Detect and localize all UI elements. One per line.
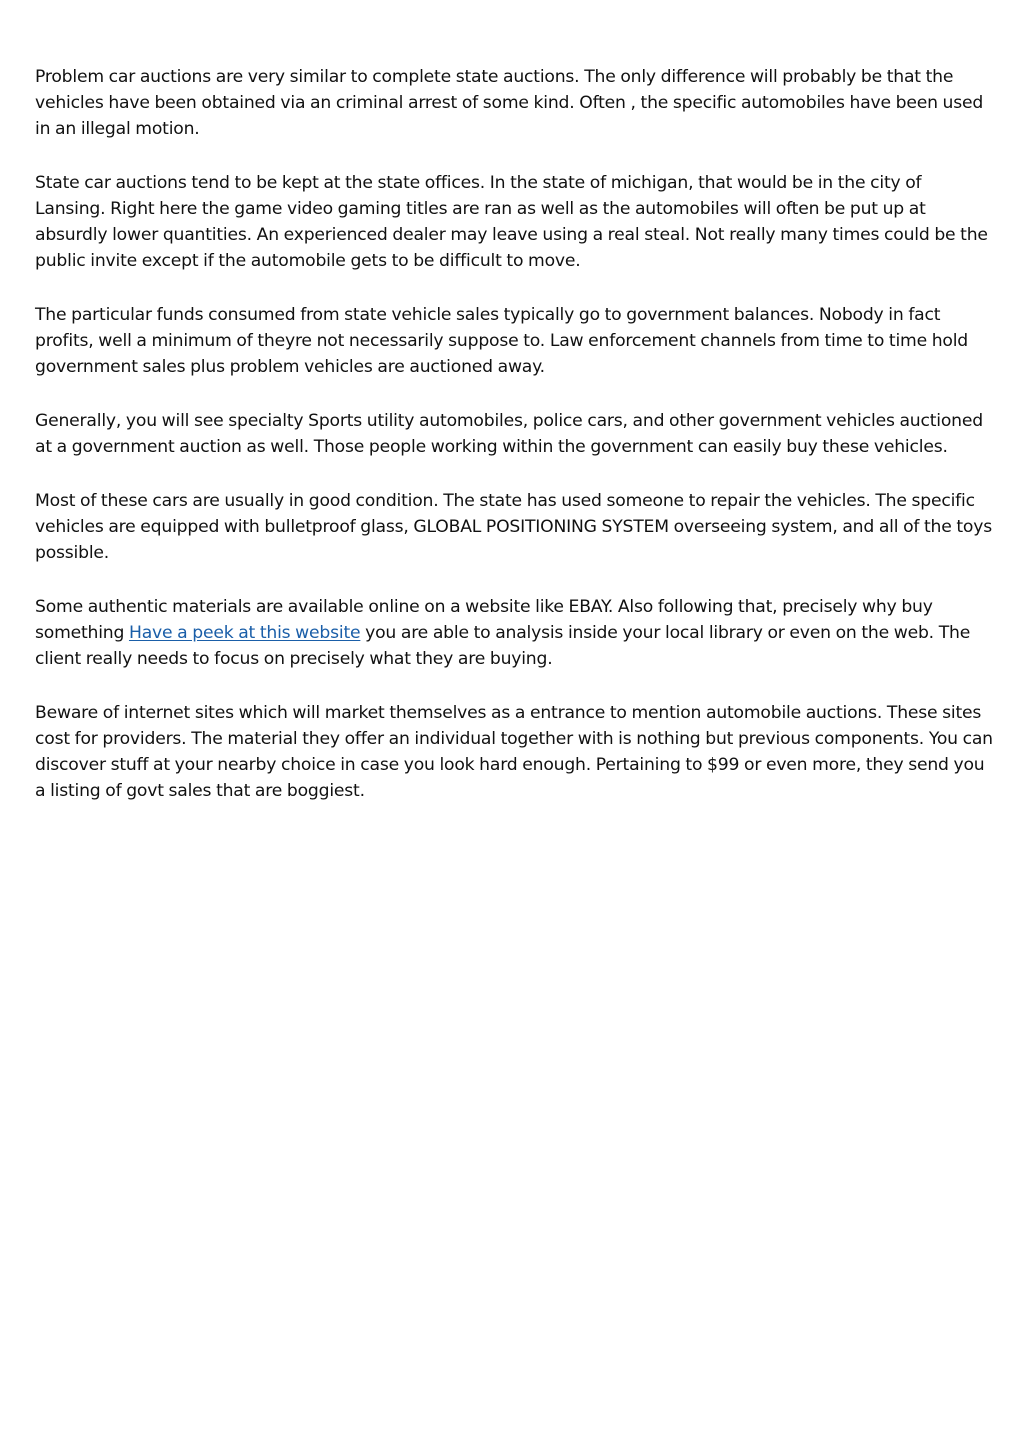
paragraph-1: Problem car auctions are very similar to complete state auctions. The only difference will probably be that the vehicles have been obtained via an criminal arrest of some kind. Often , the specific automobiles have been used in an illegal motion.	[35, 67, 984, 139]
paragraph-6-text-before: Some authentic materials are available online on a website like EBAY. Also following that, precisely why buy something	[35, 597, 933, 643]
paragraph-6-text-after: you are able to analysis inside your local library or even on the web. The client really needs to focus on precisely what they are buying.	[35, 623, 971, 669]
paragraph-4: Generally, you will see specialty Sports utility automobiles, police cars, and other government vehicles auctioned at a government auction as well. Those people working within the government can easily buy these vehicles.	[35, 411, 983, 457]
paragraph-3: The particular funds consumed from state vehicle sales typically go to government balances. Nobody in fact profits, well a minimum of theyre not necessarily suppose to. Law enforcement channels from time to time hold government sales plus problem vehicles are auctioned away.	[35, 305, 968, 377]
document-body	[35, 64, 993, 832]
website-link[interactable]: Have a peek at this website	[128, 623, 361, 643]
paragraph-5: Most of these cars are usually in good condition. The state has used someone to repair the vehicles. The specific vehicles are equipped with bulletproof glass, GLOBAL POSITIONING SYSTEM overseeing system, and all of the toys possible.	[35, 491, 992, 563]
paragraph-2: State car auctions tend to be kept at the state offices. In the state of michigan, that would be in the city of Lansing. Right here the game video gaming titles are ran as well as the automobiles will often be put up at absurdly lower quantities. An experienced dealer may leave using a real steal. Not really many times could be the public invite except if the automobile gets to be difficult to move.	[35, 173, 988, 271]
paragraph-6	[35, 594, 993, 672]
paragraph-7: Beware of internet sites which will market themselves as a entrance to mention automobile auctions. These sites cost for providers. The material they offer an individual together with is nothing but previous components. You can discover stuff at your nearby choice in case you look hard enough. Pertaining to $99 or even more, they send you a listing of govt sales that are boggiest.	[35, 703, 993, 801]
